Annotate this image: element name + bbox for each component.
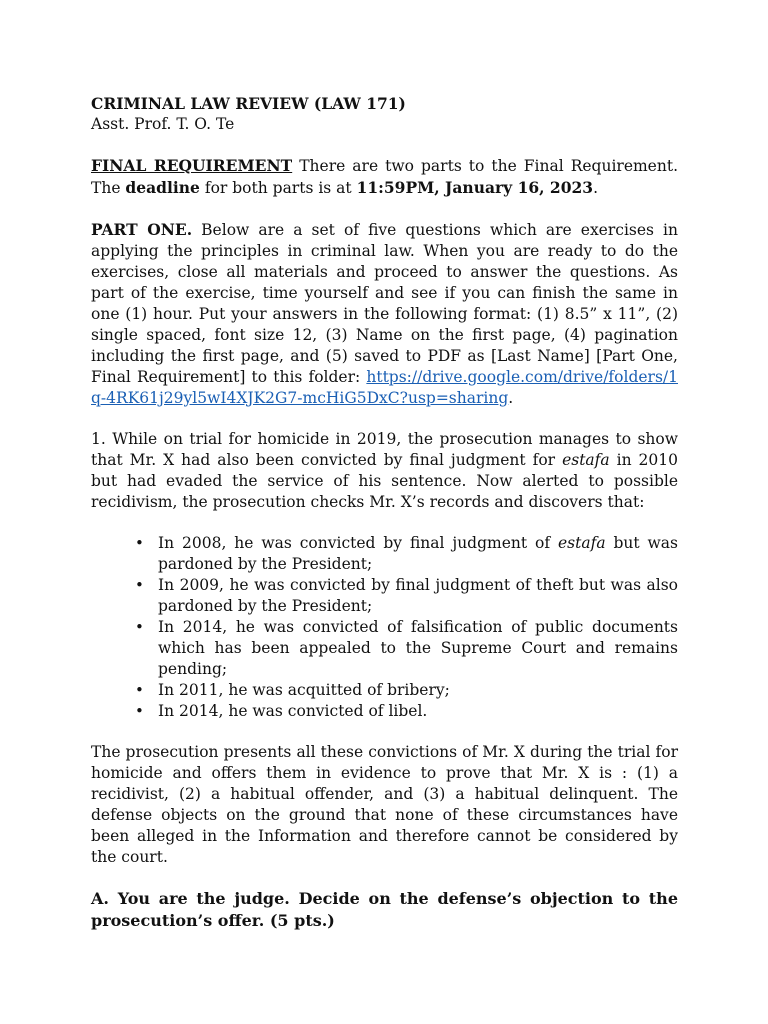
- list-item: • In 2009, he was convicted by final judgment of theft but was also pardoned by the President;: [158, 575, 678, 617]
- deadline-end: .: [593, 179, 599, 197]
- deadline-value: 11:59PM, January 16, 2023: [356, 178, 594, 197]
- question-one-text-a: 1. While on trial for homicide in 2019, the prosecution manages to show that Mr. X had also been convicted by final judgment for: [91, 430, 678, 469]
- question-one-paragraph: [91, 429, 678, 513]
- instructor-name: Asst. Prof. T. O. Te: [91, 115, 235, 133]
- bullet-1-text-b: but was pardoned by the President;: [158, 534, 678, 573]
- part-one-paragraph: [91, 219, 678, 409]
- part-one-end: .: [508, 389, 514, 407]
- final-requirement-paragraph: [91, 155, 678, 199]
- list-item: [158, 533, 678, 575]
- deadline-label: deadline: [125, 178, 200, 197]
- part-one-text: Below are a set of five questions which are exercises in applying the principles in criminal law. When you are ready to do the exercises, close all materials and proceed to answer the questions. As part of the exercise, time yourself and see if you can finish the same in one (1) hour. Put your answers in the following format: (1) 8.5” x 11”, (2) single spaced, font size 12, (3) Name on the first page, (4) pagination including the first page, and (5) saved to PDF as [Last Name] [Part One, Final Requirement] to this folder:: [91, 221, 678, 386]
- course-title: CRIMINAL LAW REVIEW (LAW 171): [91, 94, 406, 113]
- prosecution-paragraph: The prosecution presents all these convictions of Mr. X during the trial for homicide and offers them in evidence to prove that Mr. X is : (1) a recidivist, (2) a habitual offender, and (3) a habitual delinquent. The defense objects on the ground that none of these circumstances have been alleged in the Information and therefore cannot be considered by the court.: [91, 743, 678, 866]
- final-requirement-intro: There are two parts to the Final Requirement. The: [91, 157, 678, 197]
- deadline-mid: for both parts is at: [199, 179, 357, 197]
- list-item: • In 2014, he was convicted of falsification of public documents which has been appealed to the Supreme Court and remains pending;: [158, 617, 678, 680]
- question-one-text-b: in 2010 but had evaded the service of his sentence. Now alerted to possible recidivism, the prosecution checks Mr. X’s records and discovers that:: [91, 451, 678, 511]
- drive-folder-link[interactable]: https://drive.google.com/drive/folders/1q-4RK61j29yl5wI4XJK2G7-mcHiG5DxC?usp=sharing: [91, 368, 678, 407]
- final-requirement-label: FINAL REQUIREMENT: [91, 156, 293, 175]
- bullet-1-emphasis: estafa: [558, 534, 606, 552]
- sub-question-a: A. You are the judge. Decide on the defense’s objection to the prosecution’s offer. (5 pts.): [91, 889, 678, 930]
- question-one-emphasis: estafa: [562, 451, 610, 469]
- part-one-label: PART ONE.: [91, 220, 193, 239]
- records-list: [91, 533, 678, 722]
- bullet-1-text-a: In 2008, he was convicted by final judgment of: [158, 534, 558, 552]
- list-item: • In 2011, he was acquitted of bribery;: [158, 680, 678, 701]
- list-item: • In 2014, he was convicted of libel.: [158, 701, 678, 722]
